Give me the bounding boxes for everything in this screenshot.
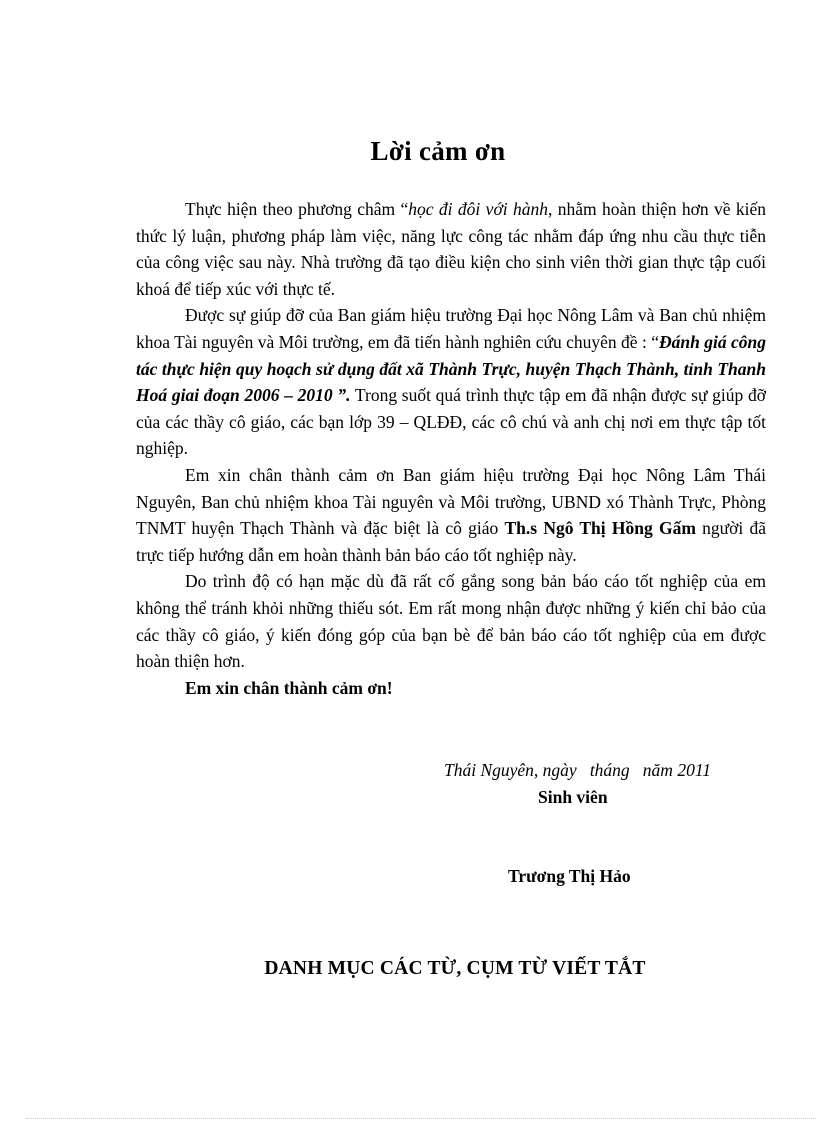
paragraph-4: Do trình độ có hạn mặc dù đã rất cố gắng song bản báo cáo tốt nghiệp của em không thể tránh khỏi những thiếu sót. Em rất mong nhận được những ý kiến chỉ bảo của các thầy cô giáo, ý kiến đóng góp của bạn bè để bản báo cáo tốt nghiệp của em được hoàn thiện hơn. (136, 571, 766, 672)
p3-lead: Em xin chân thành cảm ơn Ban giám hiệu trường Đại học Nông Lâm Thái Nguyên, Ban chủ nhiệm khoa Tài nguyên và Môi trường, UBND xó Thành Trực, Phòng TNMT huyện Thạch Thành và đặc biệt là cô giáo (136, 464, 766, 539)
page-bottom-border (26, 1118, 816, 1119)
p1-lead: Thực hiện theo phương châm “ (185, 199, 409, 219)
signature-name: Trương Thị Hảo (508, 866, 631, 886)
page-title: Lời cảm ơn (370, 136, 506, 166)
abbreviations-heading: DANH MỤC CÁC TỪ, CỤM TỪ VIẾT TẮT (264, 958, 646, 979)
p2-rest: Trong suốt quá trình thực tập em đã nhận được sự giúp đỡ của các thầy cô giáo, các bạn lớp 39 – QLĐĐ, các cô chú và anh chị nơi em thực tập tốt nghiệp. (136, 385, 767, 459)
p3-rest: người đã trực tiếp hướng dẫn em hoàn thành bản báo cáo tốt nghiệp này. (136, 518, 766, 565)
p1-rest: , nhằm hoàn thiện hơn về kiến thức lý luận, phương pháp làm việc, năng lực công tác nhằm đáp ứng nhu cầu thực tiễn của công việc sau này. Nhà trường đã tạo điều kiện cho sinh viên thời gian thực tập cuối khoá để tiếp xúc với thực tế. (136, 199, 766, 299)
acknowledgement-body (136, 196, 766, 701)
p2-topic: Đánh giá công tác thực hiện quy hoạch sử dụng đất xã Thành Trực, huyện Thạch Thành, tỉnh Thanh Hoá giai đoạn 2006 – 2010 ”. (136, 331, 766, 406)
closing-thanks: Em xin chân thành cảm ơn! (185, 677, 393, 698)
signature-date: Thái Nguyên, ngày tháng năm 2011 (444, 760, 712, 780)
p2-lead: Được sự giúp đỡ của Ban giám hiệu trường Đại học Nông Lâm và Ban chủ nhiệm khoa Tài nguyên và Môi trường, em đã tiến hành nghiên cứu chuyên đề : “ (136, 305, 766, 352)
paragraph-2 (136, 302, 766, 462)
p1-motto: học đi đôi với hành (408, 199, 549, 219)
paragraph-3 (136, 462, 766, 568)
signature-label: Sinh viên (538, 787, 608, 807)
p3-teacher: Th.s Ngô Thị Hồng Gấm (504, 518, 696, 539)
paragraph-1 (136, 196, 766, 302)
